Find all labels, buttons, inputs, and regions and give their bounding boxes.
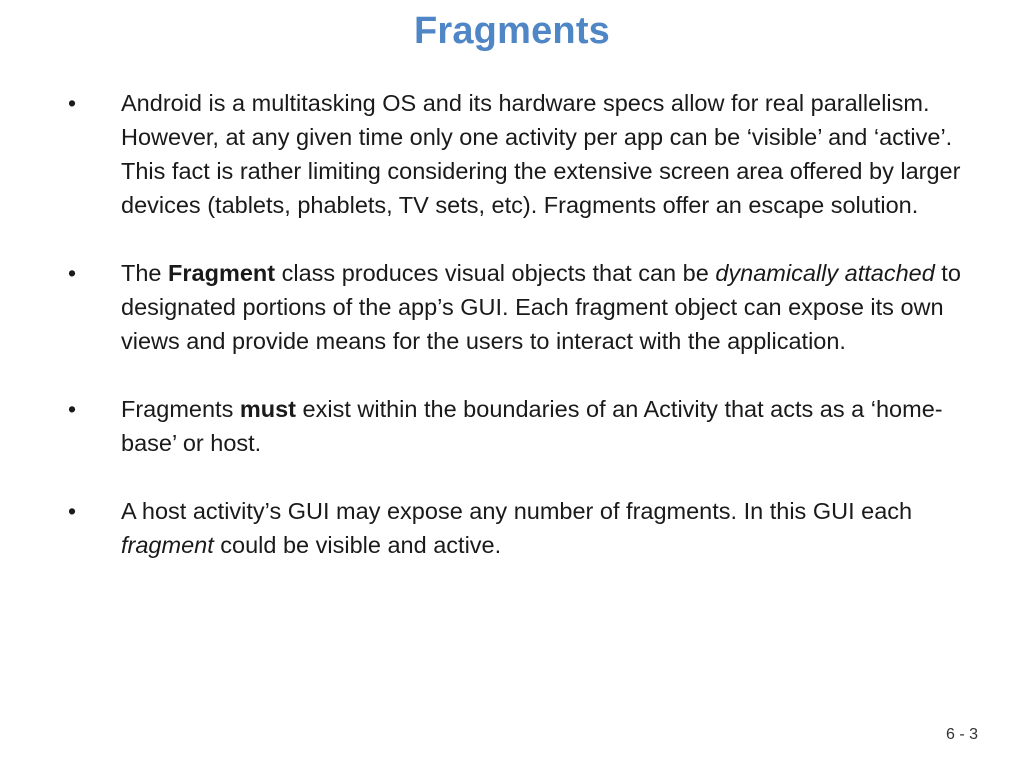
bullet-text-segment: A host activity’s GUI may expose any number of fragments. In this GUI each (121, 498, 913, 524)
bullet-icon: • (68, 396, 77, 422)
bullet-text-segment: could be visible and active. (213, 532, 502, 558)
bullet-text-italic: fragment (121, 532, 214, 558)
bullet-text-segment: Fragments (121, 396, 240, 422)
bullet-text (121, 396, 943, 456)
bullet-text-segment: class produces visual objects that can be (275, 260, 716, 286)
bullet-icon: • (68, 260, 77, 286)
bullet-item (68, 392, 968, 460)
bullet-item (68, 86, 968, 222)
bullet-text-segment: Android is a multitasking OS and its hardware specs allow for real parallelism. However, at any given time only one activity per app can be ‘visible’ and ‘active’. This fact is rather limiting considering the extensive screen area offered by larger devices (tablets, phablets, TV sets, etc). Fragments offer an escape solution. (121, 90, 961, 218)
page-number: 6 - 3 (945, 726, 978, 743)
bullet-text (121, 90, 960, 218)
bullet-list (68, 86, 968, 596)
bullet-icon: • (68, 498, 77, 524)
bullet-text-segment: The (121, 260, 169, 286)
bullet-icon: • (68, 90, 77, 116)
bullet-text-italic: dynamically attached (715, 260, 935, 286)
bullet-text-bold: Fragment (168, 260, 276, 286)
bullet-text-bold: must (239, 396, 296, 422)
bullet-text-segment: to designated portions of the app’s GUI. Each fragment object can expose its own views and provide means for the users to interact with the application. (121, 260, 961, 354)
bullet-item (68, 494, 968, 562)
bullet-text (121, 260, 961, 354)
slide-title: Fragments (413, 10, 611, 52)
bullet-text-segment: exist within the boundaries of an Activity that acts as a ‘home-base’ or host. (121, 396, 943, 456)
bullet-text (121, 498, 912, 558)
bullet-item (68, 256, 968, 358)
